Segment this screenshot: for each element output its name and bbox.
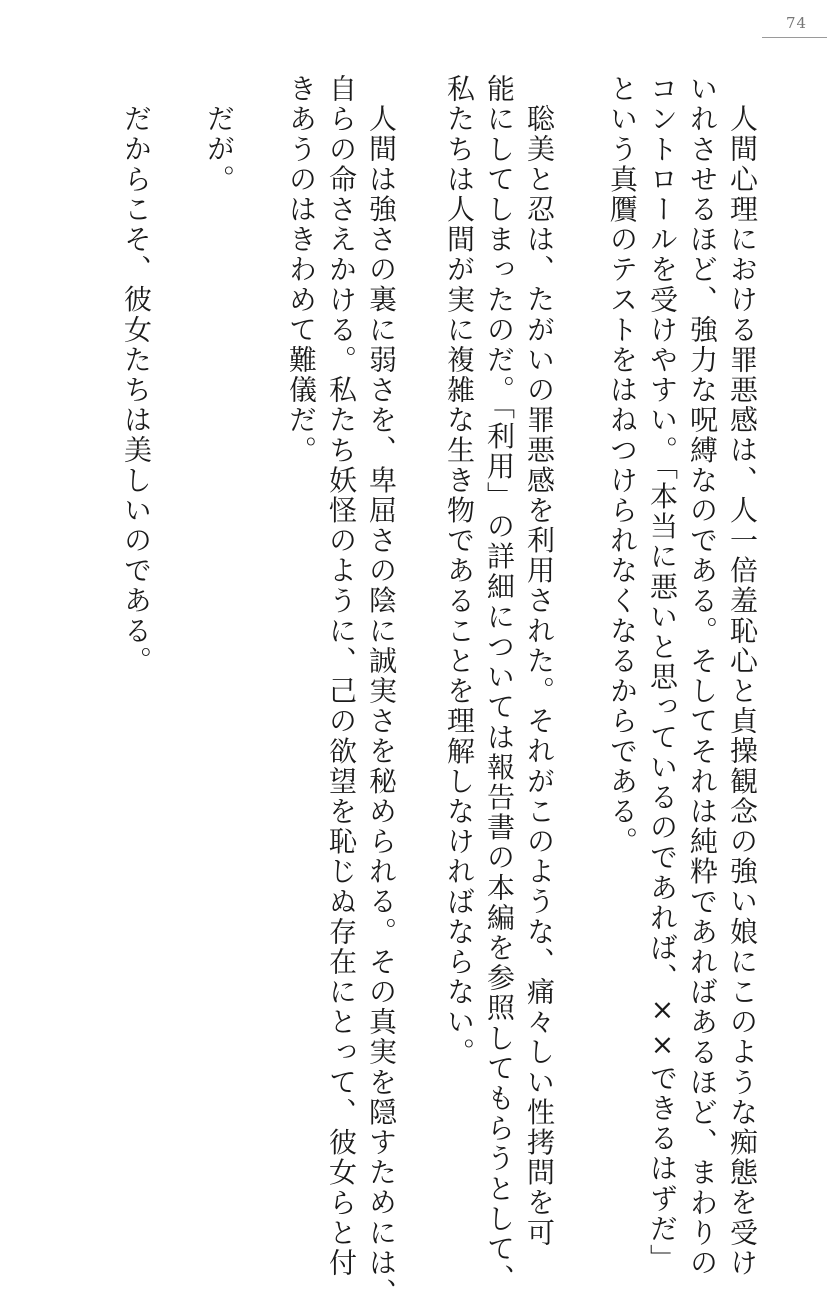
text-column-5: 聡美と忍は、たがいの罪悪感を利用された。それがこのような、痛々しい性拷問を可: [523, 104, 556, 1248]
text-column-4: という真贋のテストをはねつけられなくなるからである。: [606, 74, 639, 857]
text-column-10: きあうのはきわめて難儀だ。: [285, 74, 318, 466]
text-column-9: 自らの命さえかける。私たち妖怪のように、己の欲望を恥じぬ存在にとって、彼女らと付: [325, 74, 358, 1278]
text-column-8: 人間は強さの裏に弱さを、卑屈さの陰に誠実さを秘められる。その真実を隠すためには、: [365, 104, 398, 1308]
page-number-rule: [762, 37, 827, 38]
text-column-12: だからこそ、彼女たちは美しいのである。: [120, 104, 153, 676]
text-column-2: いれさせるほど、強力な呪縛なのである。そしてそれは純粋であればあるほど、まわりの: [686, 74, 719, 1278]
text-column-7: 私たちは人間が実に複雑な生き物であることを理解しなければならない。: [443, 74, 476, 1068]
page-number: 74: [786, 14, 808, 32]
text-column-3: コントロールを受けやすい。「本当に悪いと思っているのであれば、××できるはずだ」: [646, 74, 679, 1274]
text-column-11: だが。: [203, 104, 236, 195]
text-column-6: 能にしてしまったのだ。「利用」の詳細については報告書の本編を参照してもらうとして、: [483, 74, 516, 1295]
text-column-1: 人間心理における罪悪感は、人一倍羞恥心と貞操観念の強い娘にこのような痴態を受け: [726, 104, 759, 1278]
